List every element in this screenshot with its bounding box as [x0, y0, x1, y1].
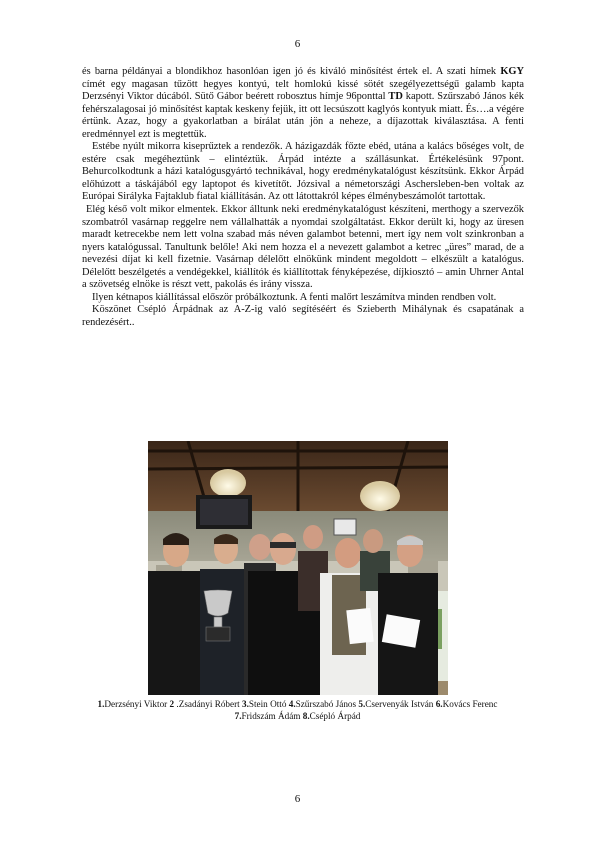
caption-number: 6.	[435, 699, 443, 709]
caption-person-name: Fridszám Ádám	[241, 710, 303, 721]
paragraph	[82, 304, 524, 329]
text-run: és barna példányai a blondikhoz hasonlóan igen jó és kiváló minősítést értek el. A szati hímek	[82, 66, 501, 77]
caption-line-1	[60, 699, 535, 711]
caption-number: 5.	[358, 699, 366, 709]
caption-person-name: Derzsényi Viktor	[104, 699, 170, 709]
caption-number: 7.	[234, 710, 242, 721]
text-run: kapott. Szűrszabó János kék fehérszalagosai jó minősítést kaptak keskeny fejük, itt ott lecsúszott kaglyós kontyuk miatt. És….a végére értünk. Azaz, hogy a gyakorlatban a bírálat után jön a neheze, a díjazottak kiválasztása. A fenti eredménnyel ezt is megtettük.	[82, 91, 524, 140]
text-run: címét egy magasan tűzött hegyes kontyú, telt homlokú kissé sötét szegélyezettségű galamb kapta Derzsényi Viktor dúcából. Sütő Gábor beérett robosztus hímje 96ponttal	[82, 78, 524, 103]
caption-person-name: Kovács Ferenc	[442, 699, 498, 709]
text-run: Estébe nyúlt mikorra kiseprűztek a rendezők. A házigazdák főzte ebéd, utána a kalács bőséges volt, de estére csak megéheztünk – elintéztük. Árpád intézte a szállásunkat. Értékelésünk 97pont. Behurcolkodtunk a házi katalógusgyártó technikával, hogy eredménykatalógust készítsünk. Ekkor Árpád előhúzott a táskájából egy laptopot és kivetítőt. Józsival a németországi Aschersleben-ben voltak az Európai Sirályka Fajtaklub fiatal kiállításán. Az ott látottakról képes élménybeszámolót tartottak.	[82, 141, 524, 203]
article-body	[82, 66, 524, 329]
page-number-bottom: 6	[294, 793, 301, 805]
caption-person-name: Stein Ottó	[248, 699, 289, 709]
text-run: Köszönet Csépló Árpádnak az A-Z-ig való segítéséért és Szieberth Mihálynak és csapatának a rendezésért..	[82, 304, 524, 328]
bold-text: TD	[388, 91, 403, 103]
caption-person-name: Csépló Árpád	[309, 710, 361, 721]
page-number-top: 6	[294, 38, 301, 50]
caption-person-name: Szűrszabó János	[295, 699, 359, 709]
caption-person-name: Cservenyák István	[365, 699, 436, 709]
caption-number: 4.	[288, 699, 296, 709]
paragraph	[82, 292, 524, 305]
caption-person-name: .Zsadányi Róbert	[174, 699, 242, 709]
caption-number: 1.	[97, 699, 105, 709]
group-photo	[148, 441, 448, 695]
bold-text: KGY	[500, 66, 524, 77]
text-run: Ilyen kétnapos kiállítással először próbálkoztunk. A fenti malőrt leszámítva minden rendben volt.	[92, 291, 497, 303]
caption-line-2	[60, 711, 535, 723]
caption-number: 8.	[302, 710, 310, 721]
paragraph	[82, 141, 524, 204]
caption-number: 2	[169, 699, 175, 709]
paragraph	[82, 204, 524, 292]
photo-caption	[60, 699, 535, 722]
paragraph	[82, 66, 524, 141]
caption-number: 3.	[242, 699, 249, 709]
text-run: Elég késő volt mikor elmentek. Ekkor álltunk neki eredménykatalógust készíteni, merthogy a szervezők szombatról vasárnap reggelre nem vállalhatták a nyomdai szolgáltatást. Ekkor derült ki, hogy az üresen maradt ketrecekbe nem lett volna szabad más néven galambot betenni, mert így nem volt szinkronban a nyers katalógussal. Tanultunk belőle! Aki nem hozza el a nevezett galambot a ketrec „üres” marad, de a nevezési díjat ki kell fizetnie. Vasárnap délelőtt elnökünk mindent megoldott – elkészült a katalógus. Délelőtt beszélgetés a vendégekkel, kiállítók és kiállítottak fényképezése, díjkiosztó – amin Uhrner Antal a szövetség elnöke is részt vett, pakolás és irány vissza.	[82, 204, 524, 291]
group-photo-image	[148, 441, 448, 695]
